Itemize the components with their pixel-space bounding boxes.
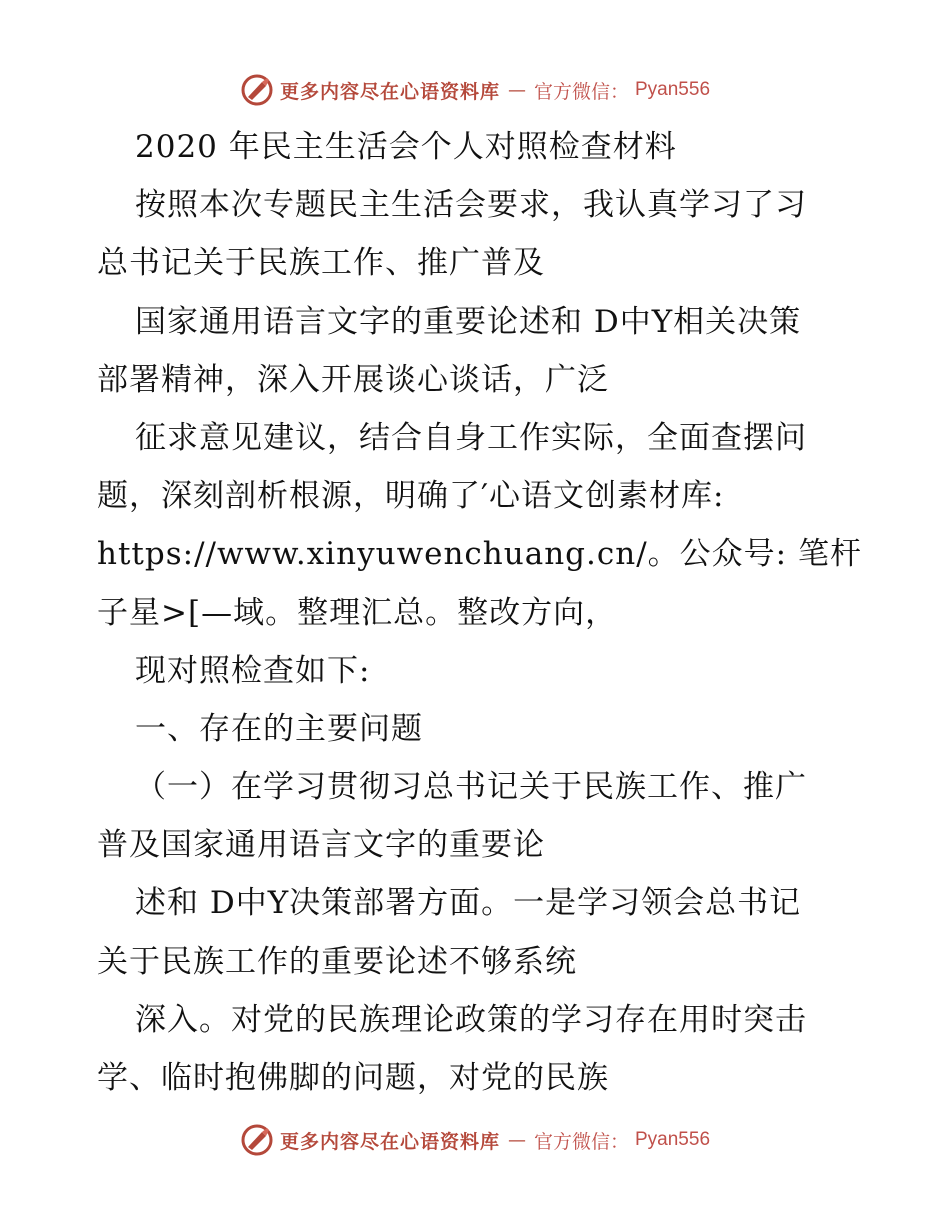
text-line: https://www.xinyuwenchuang.cn/。公众号: 笔杆 <box>97 536 862 573</box>
text-line: 题，深刻剖析根源，明确了′心语文创素材库: <box>97 478 725 515</box>
footer-wechat-id: Pyan556 <box>635 1129 711 1150</box>
footer-banner-text: 更多内容尽在心语资料库 <box>279 1130 500 1153</box>
header-banner-separator: — <box>507 79 526 101</box>
document-body <box>97 118 862 1107</box>
footer-banner-separator: — <box>507 1129 526 1151</box>
header-watermark-banner <box>0 70 950 110</box>
header-wechat-id: Pyan556 <box>635 79 711 100</box>
text-line: 国家通用语言文字的重要论述和 D中Y相关决策 <box>135 303 802 340</box>
text-line: 征求意见建议，结合自身工作实际，全面查摆问 <box>135 419 807 456</box>
document-title: 2020 年民主生活会个人对照检查材料 <box>135 129 677 165</box>
footer-wechat-label: 官方微信： <box>533 1130 629 1153</box>
quill-logo-icon <box>240 1123 274 1157</box>
footer-watermark-banner <box>0 1120 950 1160</box>
text-line: 述和 D中Y决策部署方面。一是学习领会总书记 <box>135 885 802 922</box>
subsection-heading: （一）在学习贯彻习总书记关于民族工作、推广 <box>135 769 807 806</box>
header-watermark-content <box>240 73 710 107</box>
text-line: 深入。对党的民族理论政策的学习存在用时突击 <box>135 1001 807 1038</box>
text-line: 总书记关于民族工作、推广普及 <box>97 245 545 282</box>
text-line: 关于民族工作的重要论述不够系统 <box>97 943 577 980</box>
text-line: 子星>[—域。整理汇总。整改方向， <box>97 594 618 631</box>
text-line: 现对照检查如下: <box>135 652 371 689</box>
quill-logo-icon <box>240 73 274 107</box>
header-wechat-label: 官方微信： <box>533 80 629 103</box>
footer-watermark-content <box>240 1123 710 1157</box>
text-line: 学、临时抱佛脚的问题，对党的民族 <box>97 1060 609 1096</box>
section-heading: 一、存在的主要问题 <box>135 710 423 747</box>
text-line: 按照本次专题民主生活会要求，我认真学习了习 <box>135 187 807 224</box>
text-line: 普及国家通用语言文字的重要论 <box>97 827 545 864</box>
text-line: 部署精神，深入开展谈心谈话，广泛 <box>97 361 609 398</box>
header-banner-text: 更多内容尽在心语资料库 <box>279 80 500 103</box>
